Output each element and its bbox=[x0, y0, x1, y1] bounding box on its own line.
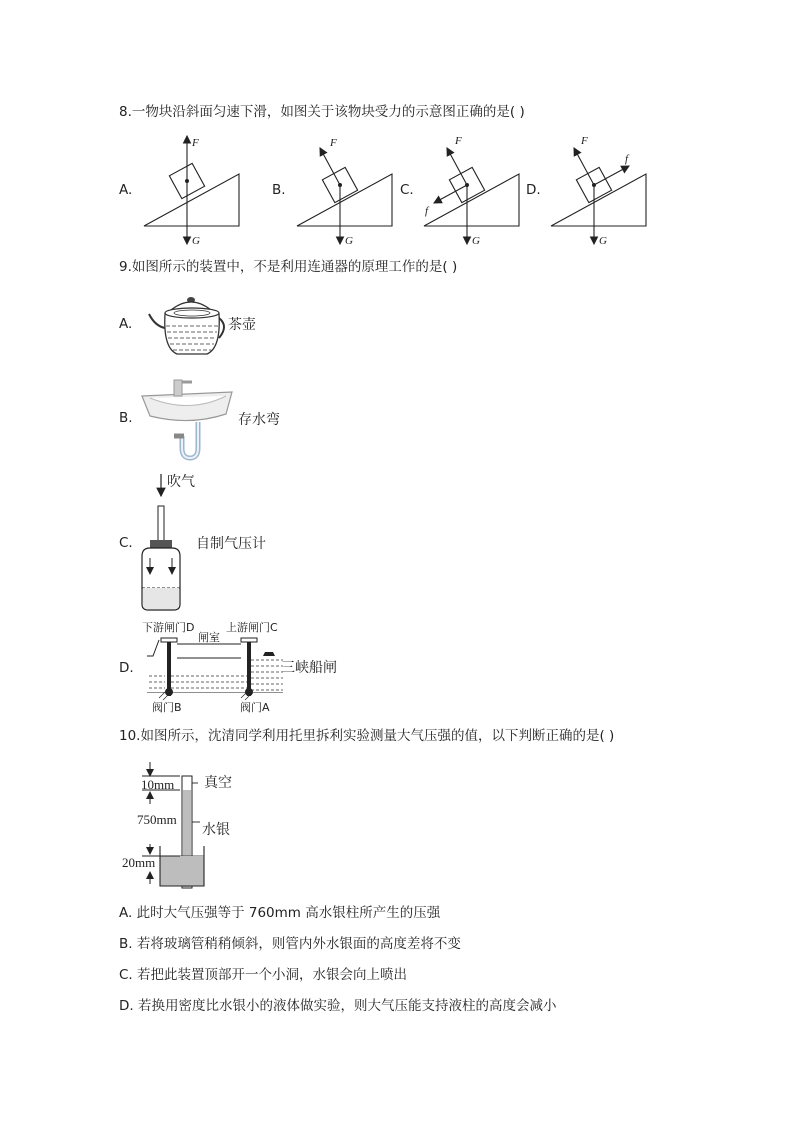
lock-chamber-label: 闸室 bbox=[198, 631, 220, 644]
q8-option-b-diagram bbox=[293, 132, 397, 250]
q8d-force-friction: f bbox=[625, 153, 629, 165]
q8a-force-g: G bbox=[192, 235, 200, 247]
vacuum-label: 真空 bbox=[204, 775, 232, 791]
q10-stem: 10.如图所示，沈清同学利用托里拆利实验测量大气压强的值，以下判断正确的是( ) bbox=[119, 728, 615, 744]
q8-option-b-label: B. bbox=[272, 182, 286, 198]
dim-10mm-label: 10mm bbox=[141, 777, 175, 792]
q8a-force-f: F bbox=[192, 137, 199, 149]
sink-trap-image bbox=[140, 374, 236, 462]
sink-trap-caption: 存水弯 bbox=[238, 412, 280, 428]
q8-option-c-diagram bbox=[420, 132, 524, 250]
dim-20mm-label: 20mm bbox=[122, 855, 156, 870]
blow-air-label: 吹气 bbox=[167, 474, 195, 490]
q8b-force-f: F bbox=[330, 137, 337, 149]
ship-lock-image bbox=[145, 631, 285, 702]
barometer-caption: 自制气压计 bbox=[196, 536, 266, 552]
ship-lock-caption: 三峡船闸 bbox=[281, 660, 337, 676]
q8-option-d-diagram bbox=[547, 132, 651, 250]
q10-option-c: C. 若把此装置顶部开一个小洞，水银会向上喷出 bbox=[119, 967, 408, 983]
q8c-force-g: G bbox=[472, 235, 480, 247]
q8b-force-g: G bbox=[345, 235, 353, 247]
q9-option-a-label: A. bbox=[119, 316, 133, 332]
q10-option-b: B. 若将玻璃管稍稍倾斜，则管内外水银面的高度差将不变 bbox=[119, 936, 461, 952]
dim-750mm-label: 750mm bbox=[137, 812, 177, 827]
q9-option-b-label: B. bbox=[119, 410, 133, 426]
q10-option-d: D. 若换用密度比水银小的液体做实验，则大气压能支持液柱的高度会减小 bbox=[119, 998, 557, 1014]
q8-option-c-label: C. bbox=[400, 182, 414, 198]
q9-stem: 9.如图所示的装置中，不是利用连通器的原理工作的是( ) bbox=[119, 259, 458, 275]
teapot-image bbox=[145, 292, 227, 358]
lock-gate-d-label: 下游闸门D bbox=[142, 621, 195, 634]
teapot-caption: 茶壶 bbox=[228, 317, 256, 333]
q8c-force-friction: f bbox=[425, 205, 429, 217]
q8-option-a-label: A. bbox=[119, 182, 133, 198]
q8d-force-f: F bbox=[581, 135, 588, 147]
q8-option-d-label: D. bbox=[526, 182, 541, 198]
q8d-force-g: G bbox=[599, 235, 607, 247]
q8-option-a-diagram bbox=[140, 132, 244, 250]
barometer-image bbox=[136, 470, 196, 614]
q8c-force-f: F bbox=[455, 135, 462, 147]
q8-stem: 8.一物块沿斜面匀速下滑，如图关于该物块受力的示意图正确的是( ) bbox=[119, 104, 525, 120]
mercury-label: 水银 bbox=[202, 822, 230, 838]
lock-valve-b-label: 阀门B bbox=[152, 701, 182, 714]
q9-option-d-label: D. bbox=[119, 660, 134, 676]
q9-option-c-label: C. bbox=[119, 535, 133, 551]
q10-option-a: A. 此时大气压强等于 760mm 高水银柱所产生的压强 bbox=[119, 905, 441, 921]
lock-valve-a-label: 阀门A bbox=[240, 701, 270, 714]
lock-gate-c-label: 上游闸门C bbox=[226, 621, 278, 634]
